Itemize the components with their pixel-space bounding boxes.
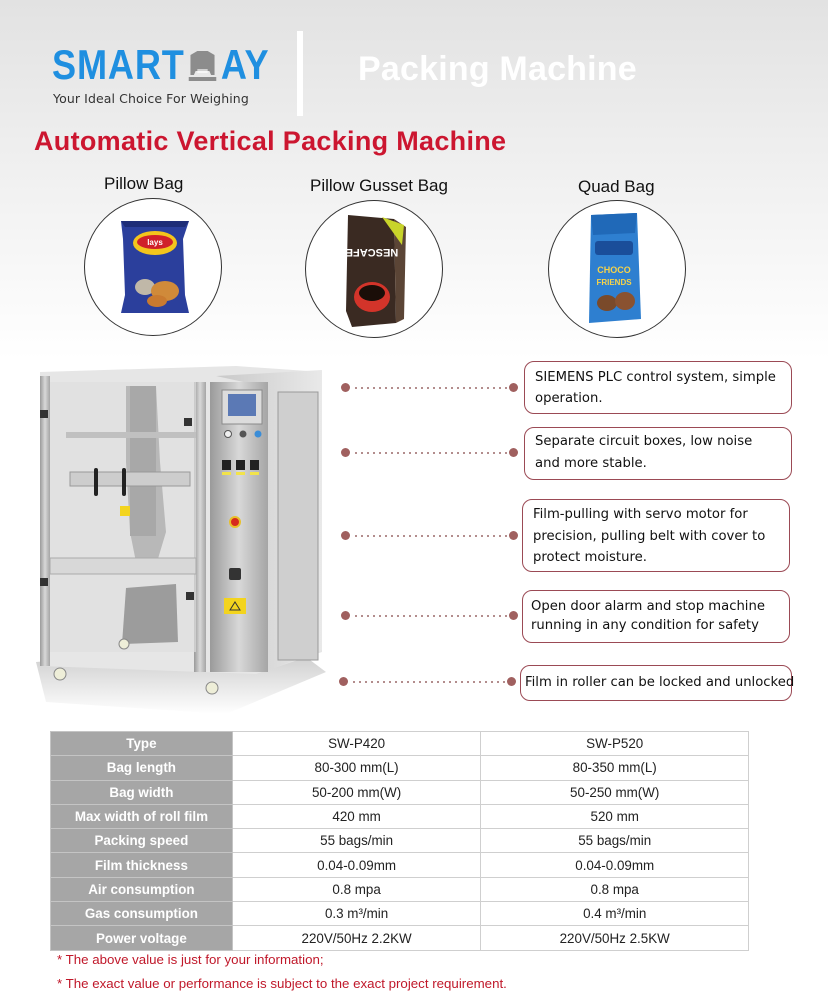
feature-box-plc: SIEMENS PLC control system, simple operation. <box>524 361 792 414</box>
table-row <box>51 780 749 804</box>
quad-bag-image <box>548 200 686 338</box>
smartweigh-logo <box>52 41 270 115</box>
cell-sw-p420: 55 bags/min <box>232 829 481 853</box>
feature-box-circuit: Separate circuit boxes, low noise and more stable. <box>524 427 792 480</box>
table-row <box>51 756 749 780</box>
spec-table <box>50 731 749 951</box>
svg-text:lays: lays <box>147 238 163 247</box>
cell-sw-p420: 420 mm <box>232 804 481 828</box>
row-label: Bag width <box>51 780 233 804</box>
row-label: Packing speed <box>51 829 233 853</box>
table-row <box>51 853 749 877</box>
row-label: Type <box>51 732 233 756</box>
cell-sw-p420: SW-P420 <box>232 732 481 756</box>
svg-text:FRIENDS: FRIENDS <box>596 278 632 287</box>
cell-sw-p420: 50-200 mm(W) <box>232 780 481 804</box>
header-title: Packing Machine <box>358 50 637 88</box>
cell-sw-p420: 80-300 mm(L) <box>232 756 481 780</box>
table-row <box>51 926 749 950</box>
cell-sw-p520: 55 bags/min <box>481 829 749 853</box>
bag-label-pillow-gusset: Pillow Gusset Bag <box>310 176 448 195</box>
cell-sw-p520: 0.8 mpa <box>481 877 749 901</box>
feature-connector <box>339 677 516 687</box>
cell-sw-p520: 520 mm <box>481 804 749 828</box>
svg-text:CHOCO: CHOCO <box>597 265 631 275</box>
row-label: Power voltage <box>51 926 233 950</box>
bag-label-quad: Quad Bag <box>578 177 655 196</box>
table-row <box>51 732 749 756</box>
row-label: Max width of roll film <box>51 804 233 828</box>
logo-wordmark <box>52 41 270 88</box>
row-label: Film thickness <box>51 853 233 877</box>
svg-text:NESCAFE: NESCAFE <box>345 246 399 258</box>
feature-connector <box>341 531 518 541</box>
footnote-info: * The above value is just for your information; <box>57 952 324 967</box>
cell-sw-p520: SW-P520 <box>481 732 749 756</box>
cell-sw-p420: 220V/50Hz 2.2KW <box>232 926 481 950</box>
cell-sw-p520: 50-250 mm(W) <box>481 780 749 804</box>
logo-tagline: Your Ideal Choice For Weighing <box>53 91 249 106</box>
row-label: Gas consumption <box>51 902 233 926</box>
table-row <box>51 804 749 828</box>
cell-sw-p420: 0.3 m³/min <box>232 902 481 926</box>
table-row <box>51 877 749 901</box>
bag-label-pillow: Pillow Bag <box>104 174 184 193</box>
table-row <box>51 829 749 853</box>
pillow-bag-image <box>84 198 222 336</box>
logo-text-right: AY <box>220 41 270 88</box>
page-title: Automatic Vertical Packing Machine <box>34 126 507 156</box>
table-row <box>51 902 749 926</box>
feature-connector <box>341 448 518 458</box>
feature-connector <box>341 383 518 393</box>
cell-sw-p520: 80-350 mm(L) <box>481 756 749 780</box>
cell-sw-p520: 0.04-0.09mm <box>481 853 749 877</box>
packing-machine-image <box>26 362 336 714</box>
cell-sw-p520: 220V/50Hz 2.5KW <box>481 926 749 950</box>
footnote-requirement: * The exact value or performance is subject to the exact project requirement. <box>57 976 507 991</box>
row-label: Air consumption <box>51 877 233 901</box>
feature-connector <box>341 611 518 621</box>
logo-text-left: SMART <box>52 41 185 88</box>
feature-box-servo: Film-pulling with servo motor for precision, pulling belt with cover to protect moisture. <box>522 499 790 572</box>
weighing-scale-icon <box>187 49 218 83</box>
feature-box-door-alarm: Open door alarm and stop machine running in any condition for safety <box>522 590 790 643</box>
cell-sw-p420: 0.8 mpa <box>232 877 481 901</box>
feature-box-film-roller: Film in roller can be locked and unlocked <box>520 665 792 701</box>
cell-sw-p420: 0.04-0.09mm <box>232 853 481 877</box>
header-divider <box>297 31 303 116</box>
cell-sw-p520: 0.4 m³/min <box>481 902 749 926</box>
row-label: Bag length <box>51 756 233 780</box>
pillow-gusset-bag-image <box>305 200 443 338</box>
